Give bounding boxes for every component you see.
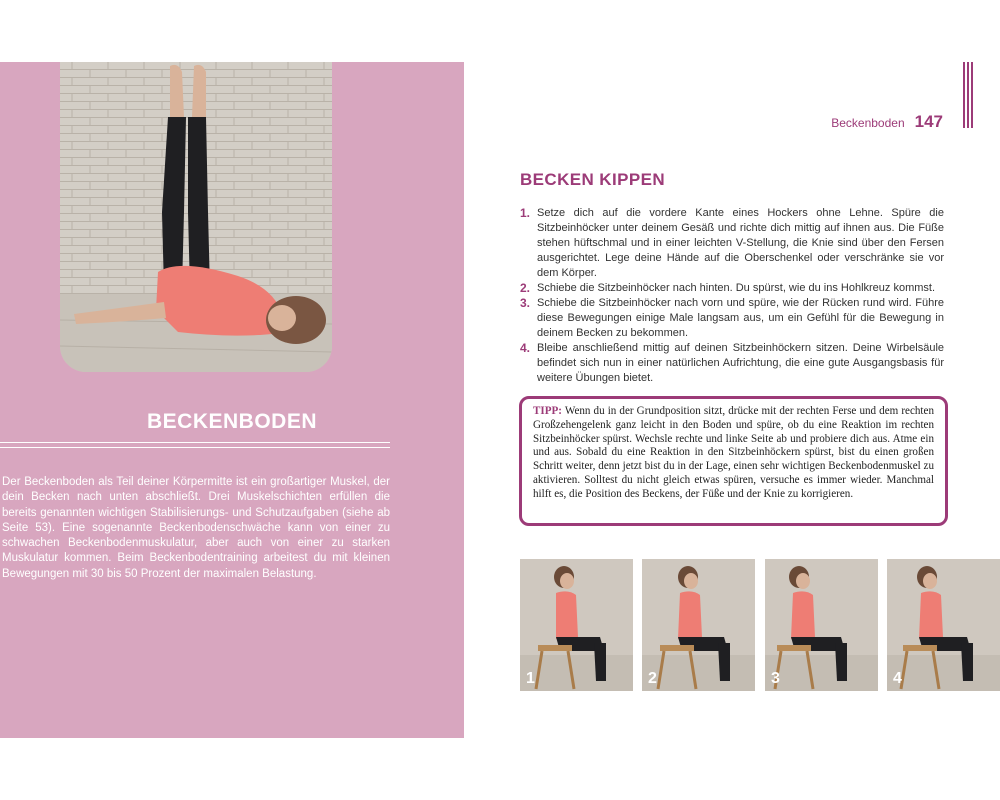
running-head-section: Beckenboden (831, 116, 905, 130)
tip-box (519, 396, 948, 526)
exercise-title: BECKEN KIPPEN (520, 170, 666, 189)
step-text: Bleibe anschließend mittig auf deinen Sitzbeinhöckern sitzen. Deine Wirbelsäule befindet sich nun in einer natürlichen Aufrichtung, die eine gute Ausgangsbasis für weitere Übungen bietet. (537, 342, 944, 384)
running-head (831, 112, 943, 132)
photo-legs-up-wall-illustration (60, 62, 332, 372)
photo-step-1-illustration (520, 559, 633, 691)
step-text: Schiebe die Sitzbeinhöcker nach vorn und spüre, wie der Rücken rund wird. Führe diese Bewegungen einige Male langsam aus, um ein Gefühl für die Bewegung in deinem Becken zu bekommen. (537, 297, 944, 339)
left-page-panel (0, 62, 464, 738)
tip-text: Wenn du in der Grundposition sitzt, drücke mit der rechten Ferse und dem rechten Großzehengelenk ganz leicht in den Boden und spüre, ob du eine Reaktion im rechten Sitzbeinhöcker spürst. Wechsle rechte und linke Seite ab und probiere dich aus. Atme ein und aus. Sobald du eine Reaktion in den Sitzbeinhöckern spürst, bist du einen großen Schritt weiter, denn jetzt bist du in der Lage, einen sehr wichtigen Beckenbodenmuskel zu aktivieren. Solltest du nicht gleich etwas spüren, versuche es immer wieder. Manchmal hilft es, die Position des Beckens, der Füße und der Knie zu korrigieren. (533, 405, 934, 500)
step-number: 4. (520, 341, 531, 355)
chapter-title: BECKENBODEN (146, 410, 317, 433)
photo-step-label: 3 (771, 670, 780, 687)
step-item (520, 206, 944, 281)
photo-step-label: 2 (648, 670, 657, 687)
photo-step-2 (642, 559, 755, 691)
photo-step-4-illustration (887, 559, 1000, 691)
photo-step-3 (765, 559, 878, 691)
tip-label: TIPP: (533, 405, 562, 417)
photo-step-label: 1 (526, 670, 535, 687)
photo-step-4 (887, 559, 1000, 691)
step-number: 1. (520, 206, 531, 220)
chapter-intro-text: Der Beckenboden als Teil deiner Körpermitte ist ein großartiger Muskel, der dein Becken nach unten abschließt. Drei Muskelschichten erfüllen die bereits genannten wichtigen Stabilisierungs- und Schutzaufgaben (siehe ab Seite 53). Eine sogenannte Beckenbodenschwäche kann von einer zu schwachen Beckenbodenmuskulatur, aber auch von einer zu starken Muskulatur kommen. Beim Beckenbodentraining arbeitest du mit kleinen Bewegungen mit 30 bis 50 Prozent der maximalen Belastung. (2, 476, 390, 580)
step-number: 2. (520, 281, 531, 295)
photo-step-2-illustration (642, 559, 755, 691)
page-number: 147 (914, 112, 943, 131)
exercise-steps (520, 206, 944, 386)
page-edge-marker (963, 62, 973, 128)
photo-step-3-illustration (765, 559, 878, 691)
photo-step-1 (520, 559, 633, 691)
step-text: Setze dich auf die vordere Kante eines Hockers ohne Lehne. Spüre die Sitzbeinhöcker unter deinem Gesäß und richte dich mittig auf ihnen aus. Die Füße stehen hüftschmal und in einer leichten V-Stellung, die Knie sind über den Fersen ausgerichtet. Lege deine Hände auf die Oberschenkel oder verschränke sie vor dem Körper. (537, 207, 944, 279)
step-item (520, 296, 944, 341)
step-text: Schiebe die Sitzbeinhöcker nach hinten. Du spürst, wie du ins Hohlkreuz kommst. (537, 282, 936, 294)
step-item (520, 281, 944, 296)
photo-step-label: 4 (893, 670, 902, 687)
step-item (520, 341, 944, 386)
title-divider (0, 442, 390, 448)
photo-legs-up-wall (60, 62, 332, 372)
step-number: 3. (520, 296, 531, 310)
